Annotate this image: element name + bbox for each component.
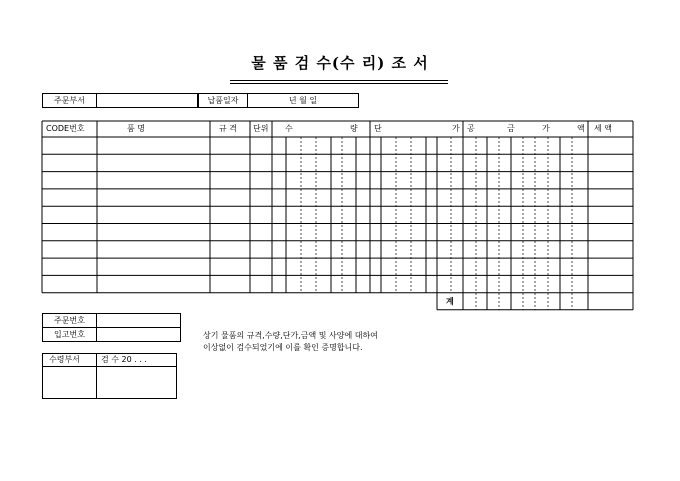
delivery-date-field[interactable]: 년 월 일 [247, 93, 359, 108]
col-qty-header-right: 량 [350, 124, 358, 133]
receipt-no-label: 입고번호 [42, 327, 97, 342]
order-no-label: 주문번호 [42, 313, 97, 328]
col-tax-header: 세 액 [594, 124, 612, 133]
col-code-header: CODE번호 [46, 124, 85, 133]
receiving-box-divider [42, 366, 177, 367]
receiving-box-vdivider [96, 353, 97, 399]
col-unit-header: 단위 [253, 124, 269, 133]
order-no-field[interactable] [96, 313, 181, 328]
statement-line-2: 이상없이 검수되었기에 이를 확인 증명합니다. [203, 343, 363, 352]
total-label: 계 [446, 297, 454, 306]
col-amount-header-1: 공 [467, 124, 475, 133]
col-amount-header-3: 가 [542, 124, 550, 133]
receiving-dept-label: 수령부서 [49, 355, 80, 364]
delivery-date-label: 납품일자 [198, 93, 248, 108]
statement-line-1: 상기 물품의 규격,수량,단가,금액 및 사양에 대하여 [203, 331, 378, 340]
col-item-header: 품 명 [127, 124, 145, 133]
col-qty-header-left: 수 [285, 124, 293, 133]
col-spec-header: 규 격 [219, 124, 237, 133]
col-amount-header-2: 금 [507, 124, 515, 133]
col-amount-header-4: 액 [577, 124, 585, 133]
document-title: 물 품 검 수(수 리) 조 서 [251, 54, 429, 72]
inspection-date-label[interactable]: 검 수 20 . . . [101, 355, 147, 364]
order-dept-label: 주문부서 [42, 93, 97, 108]
receipt-no-field[interactable] [96, 327, 181, 342]
col-price-header-left: 단 [374, 124, 382, 133]
col-price-header-right: 가 [452, 124, 460, 133]
